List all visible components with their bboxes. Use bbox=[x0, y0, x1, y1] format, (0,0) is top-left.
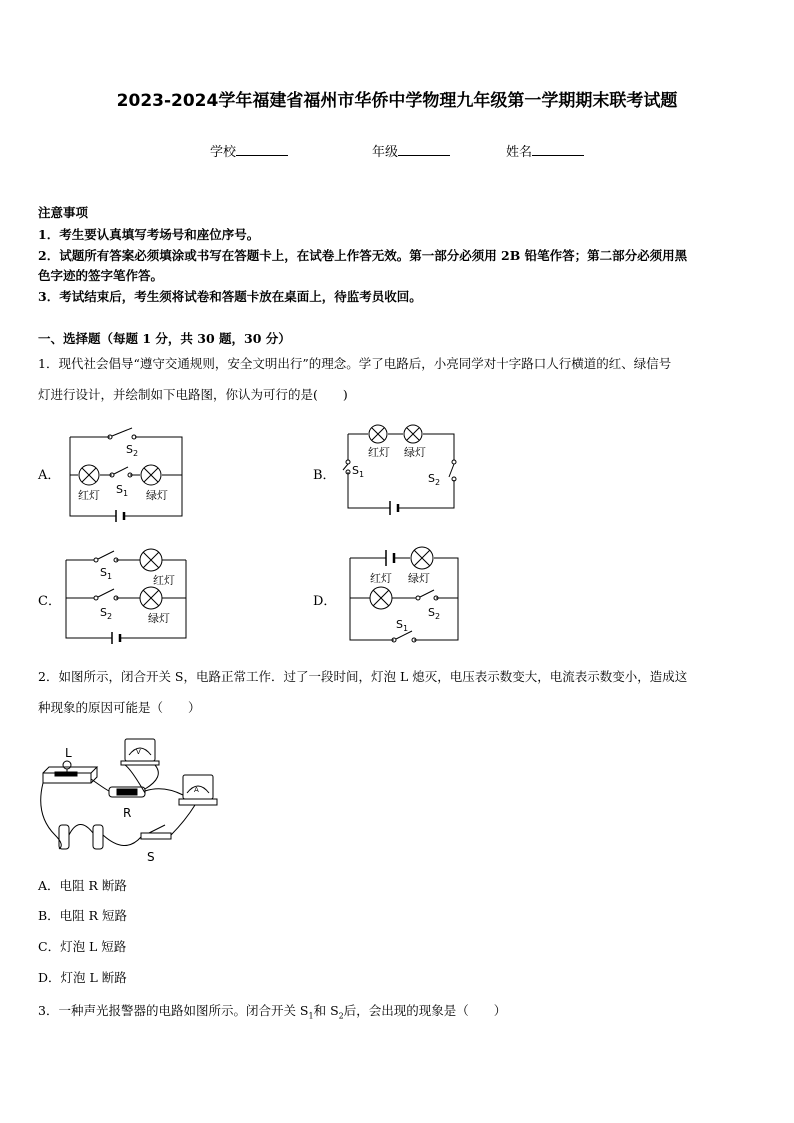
q1-stem-line1: 1．现代社会倡导“遵守交通规则，安全文明出行”的理念。学了电路后，小亮同学对十字路口人行横道的红、绿信号 bbox=[38, 356, 672, 371]
q1-stem-line2: 灯进行设计，并绘制如下电路图，你认为可行的是( ) bbox=[38, 387, 348, 402]
q1-option-d-label: D． bbox=[313, 594, 337, 609]
label-switch: S bbox=[147, 850, 155, 864]
label-s1: $S_1$ bbox=[352, 464, 365, 479]
label-s2: $S_2$ bbox=[126, 443, 139, 458]
circuit-diagram-b bbox=[338, 420, 468, 520]
notice-heading: 注意事项 bbox=[38, 205, 89, 220]
section-heading: 一、选择题（每题 1 分，共 30 题，30 分） bbox=[38, 331, 291, 346]
name-field: 姓名 bbox=[506, 141, 584, 160]
q2-option-c: C．灯泡 L 短路 bbox=[38, 939, 127, 954]
q1-option-b-label: B． bbox=[313, 468, 336, 483]
circuit-diagram-d bbox=[342, 540, 472, 648]
label-red-light: 红灯 bbox=[78, 489, 100, 502]
q2-option-b: B．电阻 R 短路 bbox=[38, 908, 128, 923]
label-red-light: 红灯 bbox=[368, 446, 390, 459]
q2-option-d: D．灯泡 L 断路 bbox=[38, 970, 127, 985]
q2-option-a: A．电阻 R 断路 bbox=[38, 878, 127, 893]
label-red-light: 红灯 bbox=[153, 574, 175, 587]
label-voltmeter: V bbox=[136, 748, 141, 756]
label-s2: $S_2$ bbox=[428, 606, 441, 621]
label-lamp: L bbox=[65, 746, 72, 760]
notice-item-1: 1．考生要认真填写考场号和座位序号。 bbox=[38, 227, 260, 242]
label-s2: $S_2$ bbox=[100, 606, 113, 621]
notice-item-2: 2．试题所有答案必须填涂或书写在答题卡上，在试卷上作答无效。第一部分必须用 2B 铅笔作答；第二部分必须用黑 bbox=[38, 248, 688, 263]
q2-stem-line1: 2．如图所示，闭合开关 S，电路正常工作．过了一段时间，灯泡 L 熄灭，电压表示数变大，电流表示数变小，造成这 bbox=[38, 669, 688, 684]
label-resistor: R bbox=[123, 806, 132, 820]
exam-title: 2023-2024学年福建省福州市华侨中学物理九年级第一学期期末联考试题 bbox=[116, 91, 678, 111]
grade-field: 年级 bbox=[372, 141, 450, 160]
circuit-diagram-a bbox=[60, 425, 190, 525]
circuit-diagram-c bbox=[58, 540, 193, 645]
label-s2: $S_2$ bbox=[428, 472, 441, 487]
q1-option-c-label: C． bbox=[38, 594, 61, 609]
q1-option-a-label: A． bbox=[38, 468, 61, 483]
label-green-light: 绿灯 bbox=[148, 612, 170, 625]
school-field: 学校 bbox=[210, 141, 288, 160]
label-s1: $S_1$ bbox=[396, 618, 409, 633]
label-ammeter: A bbox=[194, 786, 199, 794]
label-s1: $S_1$ bbox=[116, 483, 129, 498]
label-green-light: 绿灯 bbox=[146, 489, 168, 502]
label-green-light: 绿灯 bbox=[404, 446, 426, 459]
label-red-light: 红灯 bbox=[370, 572, 392, 585]
q2-circuit-illustration bbox=[35, 725, 225, 865]
q3-stem: 3．一种声光报警器的电路如图所示。闭合开关 $S_1$和 $S_2$后，会出现的现象是（ ） bbox=[38, 1003, 507, 1021]
q2-stem-line2: 种现象的原因可能是（ ） bbox=[38, 700, 201, 715]
label-s1: $S_1$ bbox=[100, 566, 113, 581]
label-green-light: 绿灯 bbox=[408, 572, 430, 585]
notice-item-2-cont: 色字迹的签字笔作答。 bbox=[38, 268, 164, 283]
notice-item-3: 3．考试结束后，考生须将试卷和答题卡放在桌面上，待监考员收回。 bbox=[38, 289, 422, 304]
